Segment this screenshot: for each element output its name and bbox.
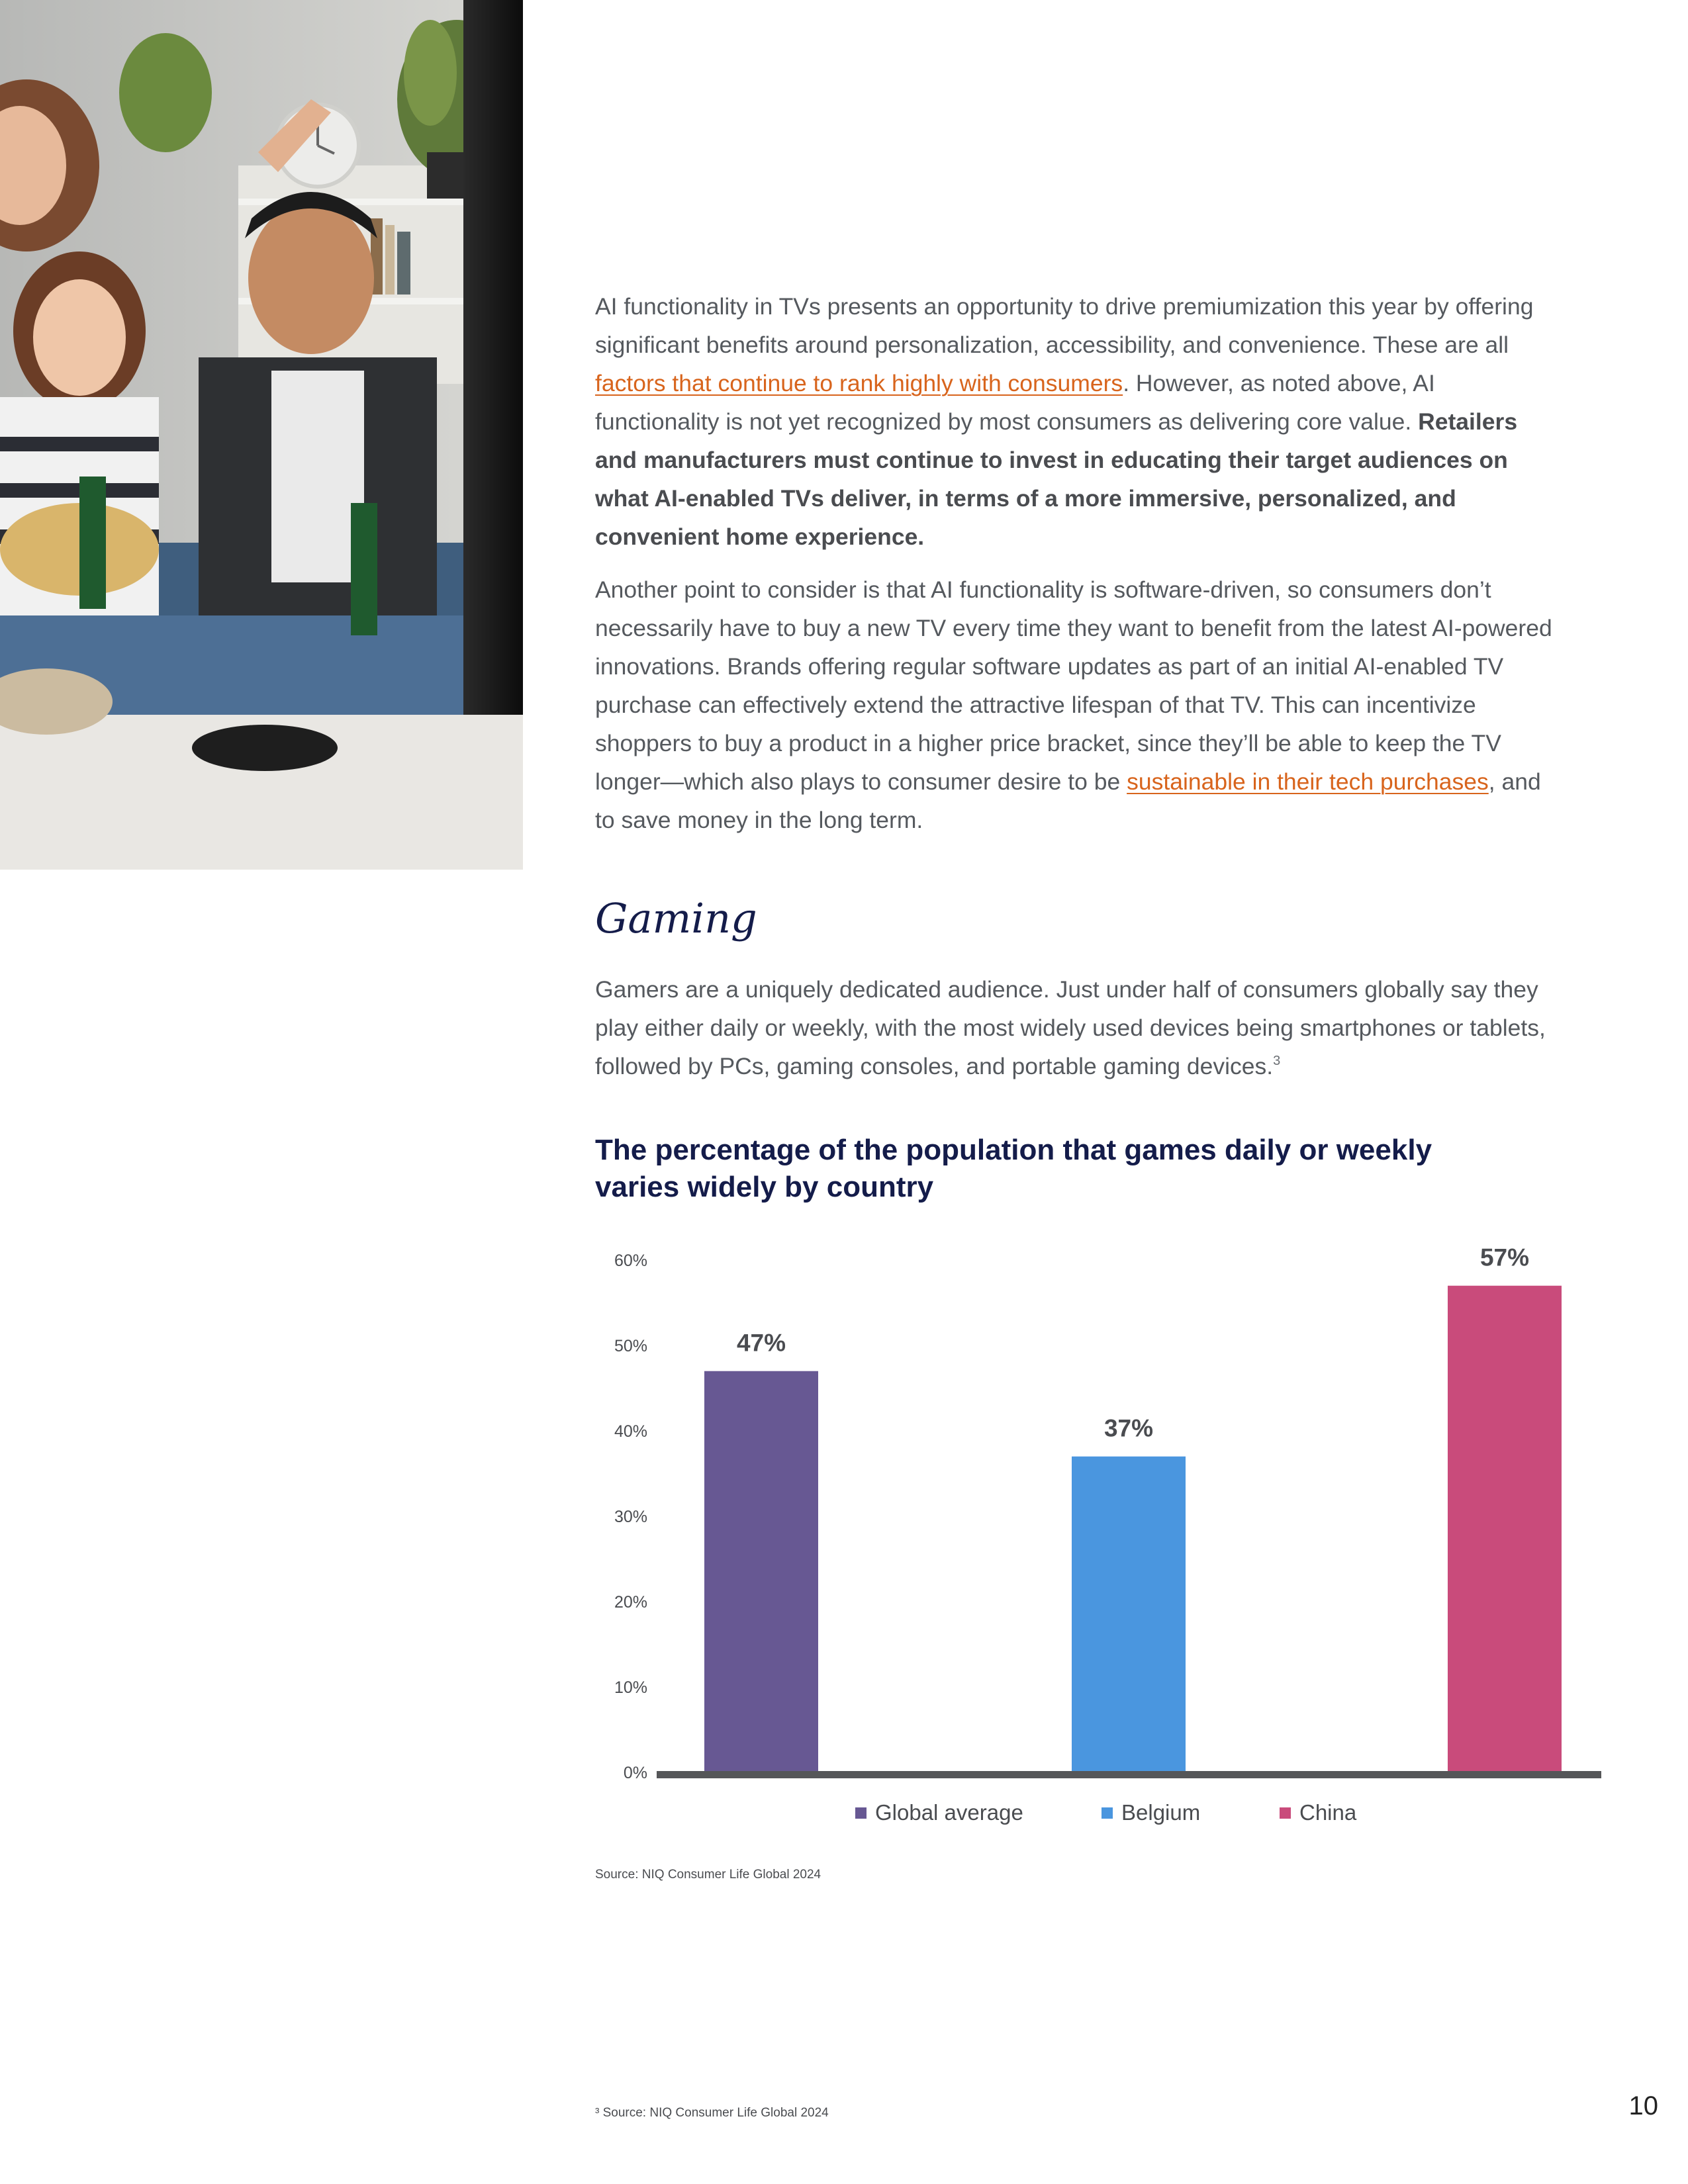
source-note: Source: NIQ Consumer Life Global 2024 bbox=[595, 1868, 821, 1882]
legend-swatch-belgium bbox=[1102, 1807, 1113, 1819]
y-tick-label: 0% bbox=[623, 1764, 647, 1782]
paragraph-bold-text: Retailers and manufacturers must continue to invest in educating their target audiences on what AI-enabled TVs deliver, in terms of a more immersive, personalized, and convenient home experience. bbox=[595, 408, 1518, 550]
legend-label: China bbox=[1299, 1800, 1357, 1825]
y-tick-label: 30% bbox=[614, 1508, 647, 1526]
paragraph-text: AI functionality in TVs presents an opportunity to drive premiumization this year by offering significant benefits around personalization, accessibility, and convenience. These are all bbox=[595, 293, 1534, 358]
paragraph-text: . However, as noted above, AI functionality is not yet recognized by most consumers as delivering core value. bbox=[595, 370, 1435, 435]
bar-belgium bbox=[1072, 1457, 1186, 1772]
legend-label: Belgium bbox=[1121, 1800, 1201, 1825]
y-tick-label: 60% bbox=[614, 1251, 647, 1270]
link-factors-rank-highly[interactable]: factors that continue to rank highly with consumers bbox=[595, 370, 1123, 396]
paragraph-text: , and to save money in the long term. bbox=[595, 768, 1541, 833]
y-tick-label: 10% bbox=[614, 1678, 647, 1697]
y-tick-label: 50% bbox=[614, 1337, 647, 1355]
y-tick-label: 20% bbox=[614, 1593, 647, 1612]
footnote-reference: 3 bbox=[1273, 1054, 1281, 1068]
legend-swatch-china bbox=[1280, 1807, 1291, 1819]
chart-title: The percentage of the population that games daily or weekly varies widely by country bbox=[595, 1134, 1432, 1203]
page-number: 10 bbox=[1628, 2091, 1658, 2120]
bar-china bbox=[1448, 1286, 1562, 1772]
paragraph-text: Another point to consider is that AI functionality is software-driven, so consumers don’t necessarily have to buy a new TV every time they want to benefit from the latest AI-powered innovations. Brands offering regular software updates as part of an initial AI-enabled TV purchase can effectively extend the attractive lifespan of that TV. This can incentivize shoppers to buy a product in a higher price bracket, since they’ll be able to keep the TV longer—which also plays to consumer desire to be bbox=[595, 576, 1552, 795]
y-tick-label: 40% bbox=[614, 1422, 647, 1441]
section-heading-gaming: Gaming bbox=[595, 894, 757, 942]
link-sustainable-tech[interactable]: sustainable in their tech purchases bbox=[1127, 768, 1489, 795]
data-label: 37% bbox=[1103, 1414, 1154, 1442]
paragraph-text: Gamers are a uniquely dedicated audience. Just under half of consumers globally say they play either daily or weekly, with the most widely used devices being smartphones or tablets, followed by PCs, gaming consoles, and portable gaming devices. bbox=[595, 976, 1546, 1079]
legend-swatch-global-average bbox=[855, 1807, 867, 1819]
footnote: ³ Source: NIQ Consumer Life Global 2024 bbox=[595, 2106, 829, 2120]
legend-label: Global average bbox=[875, 1800, 1023, 1825]
data-label: 47% bbox=[736, 1329, 786, 1357]
data-label: 57% bbox=[1479, 1244, 1530, 1271]
bar-global-average bbox=[704, 1371, 818, 1772]
x-axis-line bbox=[657, 1771, 1601, 1778]
